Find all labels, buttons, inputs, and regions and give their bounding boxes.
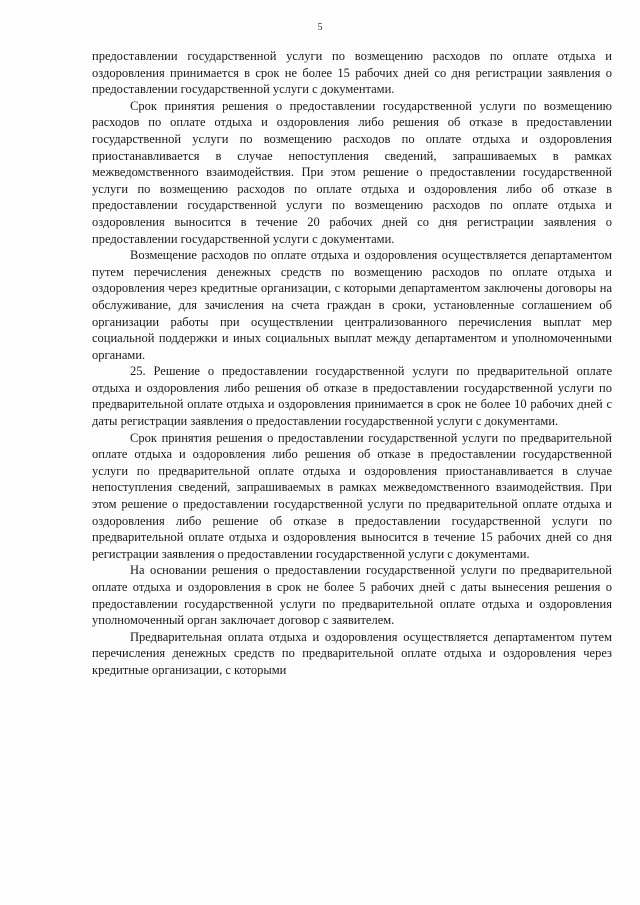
paragraph-6: На основании решения о предоставлении государственной услуги по предварительной оплате отдыха и оздоровления в срок не более 5 рабочих дней с даты вынесения решения о предоставлении государственной услуги по предварительной оплате отдыха и оздоровления уполномоченный орган заключает договор с заявителем.: [92, 563, 612, 628]
paragraph-5: Срок принятия решения о предоставлении государственной услуги по предварительной оплате отдыха и оздоровления либо решения об отказе в предоставлении государственной услуги по предварительной оплате отдыха и оздоровления приостанавливается в случае непоступления сведений, запрашиваемых в рамках межведомственного взаимодействия. При этом решение о предоставлении государственной услуги по предварительной оплате отдыха и оздоровления либо решение об отказе в предоставлении государственной услуги по предварительной оплате отдыха и оздоровления выносится в течение 15 рабочих дней со дня регистрации заявления о предоставлении государственной услуги с документами.: [92, 430, 612, 561]
paragraph-7: Предварительная оплата отдыха и оздоровления осуществляется департаментом путем перечисления денежных средств по предварительной оплате отдыха и оздоровления через кредитные организации, с которыми: [92, 629, 612, 677]
page-number: 5: [317, 22, 323, 33]
paragraph-4: 25. Решение о предоставлении государственной услуги по предварительной оплате отдыха и оздоровления либо решения об отказе в предоставлении государственной услуги по предварительной оплате отдыха и оздоровления принимается в срок не более 10 рабочих дней с даты регистрации заявления о предоставлении государственной услуги с документами.: [92, 364, 612, 429]
paragraph-1: предоставлении государственной услуги по возмещению расходов по оплате отдыха и оздоровления принимается в срок не более 15 рабочих дней со дня регистрации заявления о предоставлении государственной услуги с документами.: [92, 49, 612, 97]
paragraph-2: Срок принятия решения о предоставлении государственной услуги по возмещению расходов по оплате отдыха и оздоровления либо решения об отказе в предоставлении государственной услуги по возмещению расходов по оплате отдыха и оздоровления приостанавливается в случае непоступления сведений, запрашиваемых в рамках межведомственного взаимодействия. При этом решение о предоставлении государственной услуги по возмещению расходов по оплате отдыха и оздоровления либо об отказе в предоставлении государственной услуги по возмещению расходов по оплате отдыха и оздоровления выносится в течение 20 рабочих дней со дня регистрации заявления о предоставлении государственной услуги с документами.: [92, 98, 612, 246]
paragraph-3: Возмещение расходов по оплате отдыха и оздоровления осуществляется департаментом путем перечисления денежных средств по возмещению расходов по оплате отдыха и оздоровления через кредитные организации, с которыми департаментом заключены договоры на обслуживание, для зачисления на счета граждан в сроки, установленные соглашением об организации работы при осуществлении централизованного перечисления выплат мер социальной поддержки и иных социальных выплат между департаментом и уполномоченными органами.: [92, 248, 612, 362]
document-body: [92, 48, 612, 679]
